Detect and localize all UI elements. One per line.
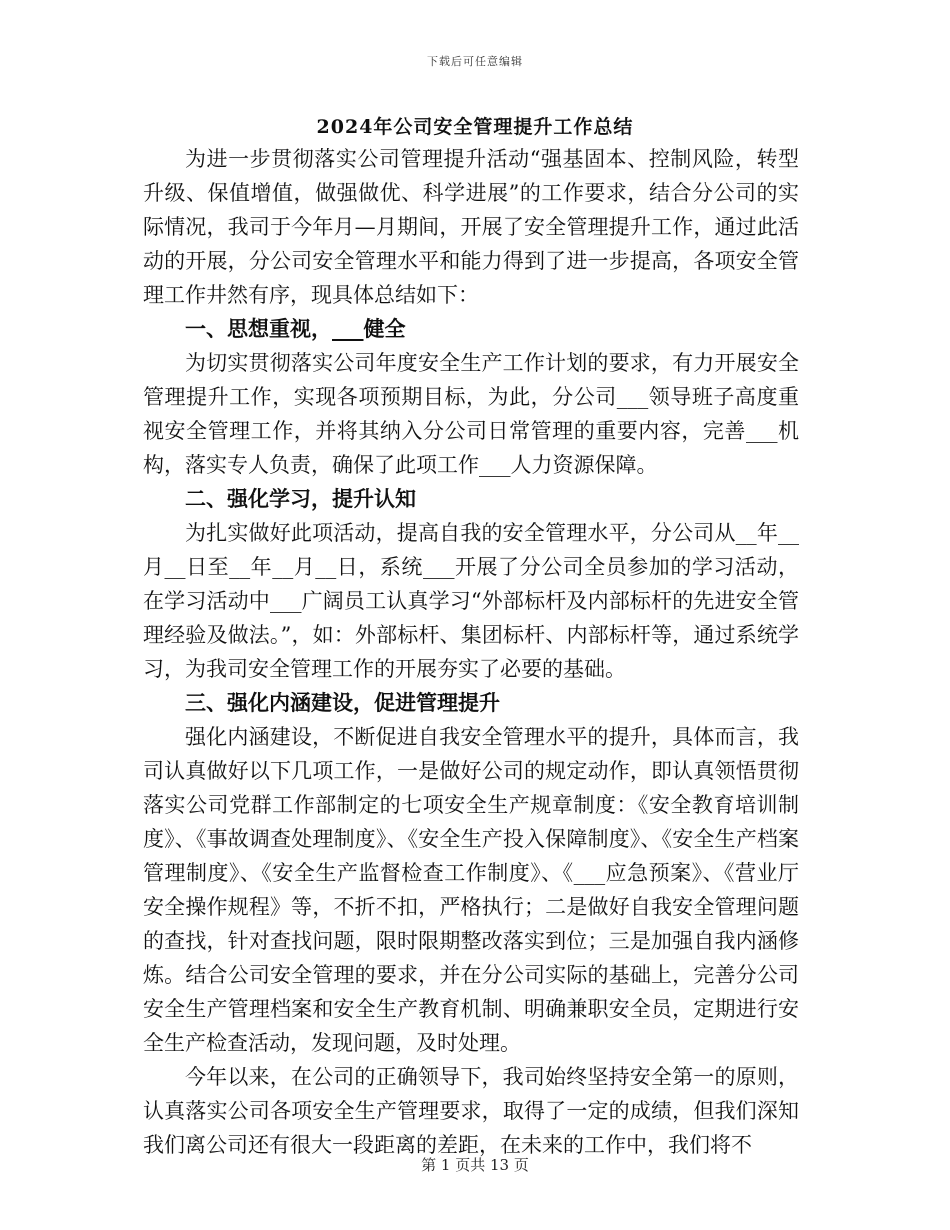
document-title: 2024年公司安全管理提升工作总结 bbox=[316, 116, 634, 138]
intro-paragraph: 为进一步贯彻落实公司管理提升活动“强基固本、控制风险，转型升级、保值增值，做强做优、科学进展”的工作要求，结合分公司的实际情况，我司于今年月—月期间，开展了安全管理提升工作，通过此活动的开展，分公司安全管理水平和能力得到了进一步提高，各项安全管理工作井然有序，现具体总结如下： bbox=[143, 147, 799, 307]
section-paragraph-2: 为扎实做好此项活动，提高自我的安全管理水平，分公司从__年__月__日至__年__月__日，系统___开展了分公司全员参加的学习活动，在学习活动中___广阔员工认真学习“外部标杆及内部标杆的先进安全管理经验及做法。”，如：外部标杆、集团标杆、内部标杆等，通过系统学习，为我司安全管理工作的开展夯实了必要的基础。 bbox=[143, 521, 799, 681]
section-paragraph-1: 为切实贯彻落实公司年度安全生产工作计划的要求，有力开展安全管理提升工作，实现各项预期目标，为此，分公司___领导班子高度重视安全管理工作，并将其纳入分公司日常管理的重要内容，完善___机构，落实专人负责，确保了此项工作___人力资源保障。 bbox=[143, 351, 799, 477]
section-paragraph-3: 强化内涵建设，不断促进自我安全管理水平的提升，具体而言，我司认真做好以下几项工作，一是做好公司的规定动作，即认真领悟贯彻落实公司党群工作部制定的七项安全生产规章制度：《安全教育培训制度》、《事故调查处理制度》、《安全生产投入保障制度》、《安全生产档案管理制度》、《安全生产监督检查工作制度》、《___应急预案》、《营业厅安全操作规程》等，不折不扣，严格执行；二是做好自我安全管理问题的查找，针对查找问题，限时限期整改落实到位；三是加强自我内涵修炼。结合公司安全管理的要求，并在分公司实际的基础上，完善分公司安全生产管理档案和安全生产教育机制、明确兼职安全员，定期进行安全生产检查活动，发现问题，及时处理。 bbox=[143, 725, 799, 1055]
section-heading-1: 一、思想重视，___健全 bbox=[185, 316, 406, 341]
closing-paragraph: 今年以来，在公司的正确领导下，我司始终坚持安全第一的原则，认真落实公司各项安全生产管理要求，取得了一定的成绩，但我们深知我们离公司还有很大一段距离的差距，在未来的工作中，我们将不 bbox=[143, 1065, 799, 1157]
page-number: 第 1 页共 13 页 bbox=[421, 1156, 529, 1174]
section-heading-3: 三、强化内涵建设，促进管理提升 bbox=[185, 690, 500, 715]
header-note: 下载后可任意编辑 bbox=[427, 55, 523, 68]
section-heading-2: 二、强化学习，提升认知 bbox=[185, 486, 416, 511]
document-body bbox=[143, 142, 799, 1162]
